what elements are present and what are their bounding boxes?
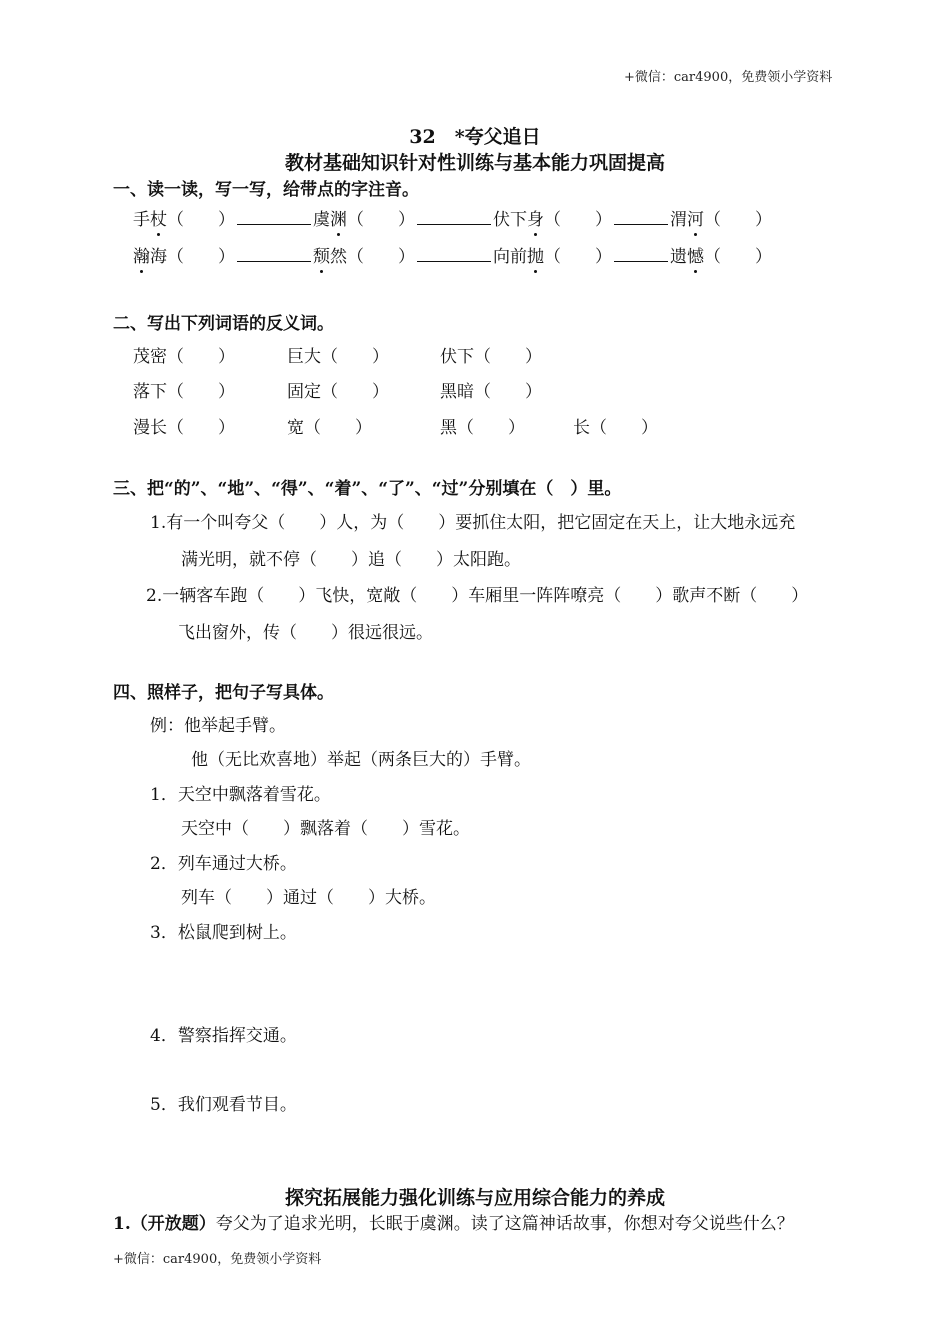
pinyin-row-2 [133, 242, 772, 267]
question-4-1: 1．天空中飘落着雪花。 [150, 785, 331, 805]
question-4-1-fill: 天空中（ ）飘落着（ ）雪花。 [181, 819, 470, 839]
question-3-2-line-1: 2.一辆客车跑（ ）飞快，宽敞（ ）车厢里一阵阵嘹亮（ ）歌声不断（ ） [146, 586, 809, 606]
word-item: 遗憾（ ） [670, 247, 772, 267]
word-item: 向前抛（ ） [493, 247, 612, 267]
example-sentence: 例：他举起手臂。 [150, 716, 286, 736]
word-item: 伏下身（ ） [493, 210, 612, 230]
pinyin-row-1 [133, 205, 772, 230]
question-4-2-fill: 列车（ ）通过（ ）大桥。 [181, 888, 436, 908]
open-question-text: 夸父为了追求光明，长眠于虞渊。读了这篇神话故事，你想对夸父说些什么？ [215, 1214, 794, 1234]
question-3-1-line-2: 满光明，就不停（ ）追（ ）太阳跑。 [181, 550, 521, 570]
word-item: 瀚海（ ） [133, 247, 235, 267]
question-3-2-line-2: 飞出窗外，传（ ）很远很远。 [178, 623, 433, 643]
question-4-2: 2．列车通过大桥。 [150, 854, 297, 874]
part2-title: 探究拓展能力强化训练与应用综合能力的养成 [284, 1187, 665, 1209]
answer-blank[interactable] [237, 208, 311, 225]
antonym-item: 漫长（ ） [133, 418, 235, 438]
antonym-item: 伏下（ ） [440, 347, 542, 367]
example-answer: 他（无比欢喜地）举起（两条巨大的）手臂。 [191, 750, 531, 770]
question-3-1-line-1: 1.有一个叫夸父（ ）人，为（ ）要抓住太阳，把它固定在天上，让大地永远充 [150, 513, 796, 533]
word-item: 手杖（ ） [133, 210, 235, 230]
open-question-label: 1.（开放题） [113, 1214, 216, 1234]
open-question [113, 1209, 794, 1234]
header-watermark: +微信：car4900，免费领小学资料 [624, 70, 833, 85]
antonym-item: 黑（ ） [440, 418, 525, 438]
question-4-4: 4．警察指挥交通。 [150, 1026, 297, 1046]
section3-heading: 三、把“的”、“地”、“得”、“着”、“了”、“过”分别填在（ ）里。 [113, 479, 622, 499]
answer-blank[interactable] [614, 208, 668, 225]
antonym-item: 长（ ） [573, 418, 658, 438]
word-item: 颓然（ ） [313, 247, 415, 267]
answer-blank[interactable] [614, 245, 668, 262]
answer-blank[interactable] [237, 245, 311, 262]
antonym-item: 落下（ ） [133, 382, 235, 402]
antonym-item: 宽（ ） [287, 418, 372, 438]
word-item: 虞渊（ ） [313, 210, 415, 230]
section-subtitle: 教材基础知识针对性训练与基本能力巩固提高 [284, 152, 665, 174]
antonym-item: 黑暗（ ） [440, 382, 542, 402]
answer-blank[interactable] [417, 245, 491, 262]
section4-heading: 四、照样子，把句子写具体。 [113, 683, 334, 703]
section1-heading: 一、读一读，写一写，给带点的字注音。 [113, 180, 419, 200]
antonym-item: 茂密（ ） [133, 347, 235, 367]
lesson-title: 32 *夸父追日 [409, 126, 541, 148]
section2-heading: 二、写出下列词语的反义词。 [113, 314, 334, 334]
footer-watermark: +微信：car4900，免费领小学资料 [113, 1252, 322, 1267]
question-4-5: 5．我们观看节目。 [150, 1095, 297, 1115]
question-4-3: 3．松鼠爬到树上。 [150, 923, 297, 943]
antonym-item: 固定（ ） [287, 382, 389, 402]
answer-blank[interactable] [417, 208, 491, 225]
word-item: 渭河（ ） [670, 210, 772, 230]
antonym-item: 巨大（ ） [287, 347, 389, 367]
